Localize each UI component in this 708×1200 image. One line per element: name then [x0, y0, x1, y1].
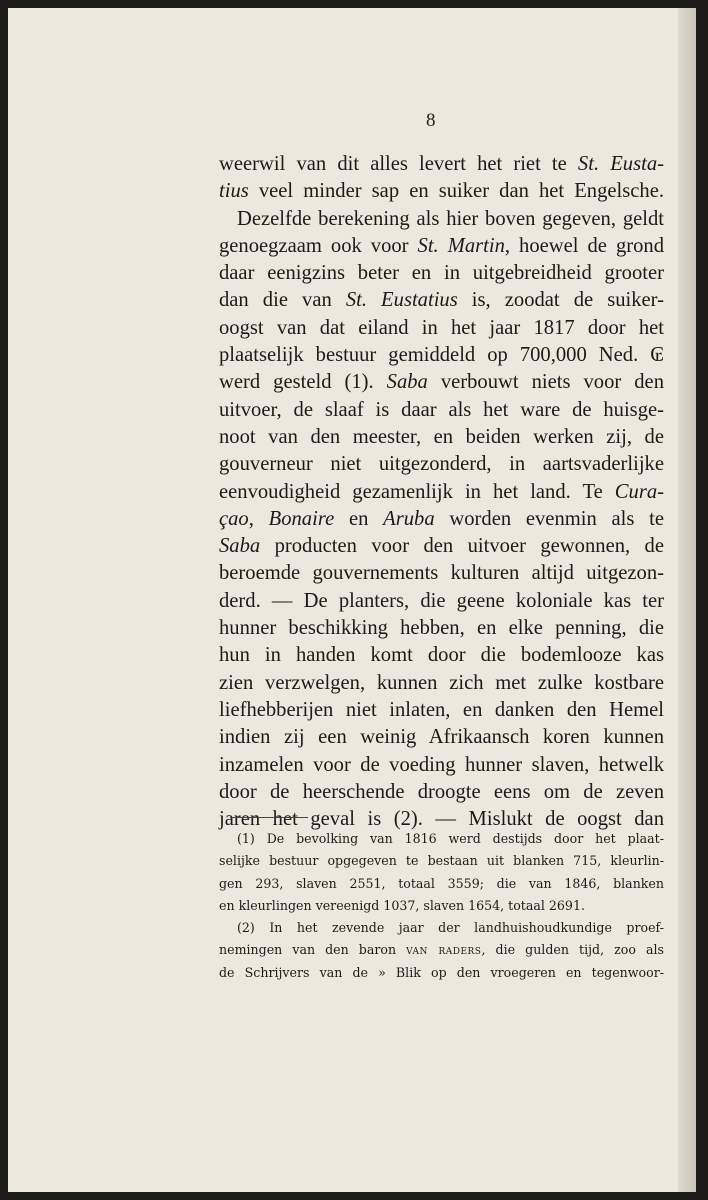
text-run: verbouwt niets voor den — [427, 371, 664, 394]
body-line — [219, 397, 664, 424]
body-line — [219, 479, 664, 506]
footnote-line — [219, 895, 664, 917]
body-line — [219, 233, 664, 260]
page-gutter-shadow — [678, 8, 696, 1192]
footnote-line — [219, 850, 664, 872]
text-run: weerwil van dit alles levert het riet te — [219, 153, 578, 175]
text-run: selijke bestuur opgegeven te bestaan uit blanken 715, kleurlin- — [219, 853, 664, 869]
body-line — [219, 451, 664, 478]
italic-text: Aruba — [383, 507, 435, 530]
text-run: , die gulden tijd, zoo als — [481, 942, 664, 958]
text-run: werd gesteld (1). — [219, 371, 387, 394]
small-caps-text: van raders — [406, 942, 482, 958]
body-line — [219, 315, 664, 342]
body-line — [219, 533, 664, 560]
body-line — [219, 724, 664, 751]
text-run: , — [248, 507, 269, 530]
italic-text: tius — [219, 180, 249, 203]
footnote-line — [219, 939, 664, 961]
text-run: hun in handen komt door die bodemlooze kas — [219, 644, 664, 667]
text-run: producten voor den uitvoer gewonnen, de — [260, 535, 664, 558]
body-line — [219, 369, 664, 396]
text-run: door de heerschende droogte eens om de zeven — [219, 780, 664, 803]
text-run: eenvoudigheid gezamenlijk in het land. Te — [219, 480, 615, 503]
text-run: noot van den meester, en beiden werken zij, de — [219, 425, 664, 448]
body-line — [219, 424, 664, 451]
italic-text: St. Eusta- — [577, 153, 664, 175]
text-run: zien verzwelgen, kunnen zich met zulke kostbare — [219, 671, 664, 694]
text-run: genoegzaam ook voor — [219, 234, 418, 257]
text-run: gouverneur niet uitgezonderd, in aartsvaderlijke — [219, 453, 664, 476]
page-number: 8 — [426, 110, 436, 131]
italic-text: Cura- — [614, 480, 664, 503]
text-run: worden evenmin als te — [434, 507, 664, 530]
text-run: nemingen van den baron — [219, 942, 407, 958]
footnote-separator — [230, 817, 308, 818]
text-run: is, zoodat de suiker- — [457, 289, 664, 312]
body-line — [219, 752, 664, 779]
book-page — [8, 8, 696, 1192]
text-run: beroemde gouvernements kulturen altijd uitgezon- — [219, 562, 664, 585]
italic-text: St. Martin — [417, 234, 505, 257]
footnote-line — [219, 873, 664, 895]
body-line — [219, 287, 664, 314]
italic-text: Bonaire — [268, 507, 335, 530]
text-run: Dezelfde berekening als hier boven gegeven, geldt — [237, 207, 664, 230]
body-line — [219, 260, 664, 287]
italic-text: St. Eustatius — [345, 289, 458, 312]
body-line — [219, 151, 664, 178]
text-run: inzamelen voor de voeding hunner slaven, hetwelk — [219, 753, 664, 776]
body-text — [219, 151, 664, 833]
text-run: veel minder sap en suiker dan het Engelsche. — [248, 180, 664, 203]
body-line — [219, 588, 664, 615]
text-run: derd. — De planters, die geene koloniale kas ter — [219, 589, 664, 612]
body-line — [219, 615, 664, 642]
text-run: (1) De bevolking van 1816 werd destijds door het plaat- — [237, 831, 664, 846]
text-run: indien zij een weinig Afrikaansch koren kunnen — [219, 726, 664, 749]
footnote-line — [219, 828, 664, 850]
italic-text: Saba — [386, 371, 428, 394]
text-run: oogst van dat eiland in het jaar 1817 door het — [219, 316, 664, 339]
footnote-line — [219, 917, 664, 939]
text-run: hunner beschikking hebben, en elke penning, die — [219, 617, 664, 640]
text-run: en kleurlingen vereenigd 1037, slaven 1654, totaal 2691. — [219, 897, 585, 913]
text-run: daar eenigzins beter en in uitgebreidheid grooter — [219, 262, 664, 285]
text-run: jaren het geval is (2). — Mislukt de oogst dan — [219, 808, 664, 831]
text-run: dan die van — [219, 289, 346, 312]
footnotes — [219, 828, 664, 984]
body-line — [219, 560, 664, 587]
body-line — [219, 779, 664, 806]
footnote-line — [219, 962, 664, 984]
body-line — [219, 178, 664, 205]
italic-text: çao — [219, 507, 249, 530]
body-line — [219, 642, 664, 669]
text-run: uitvoer, de slaaf is daar als het ware de huisge- — [219, 398, 664, 421]
text-run: (2) In het zevende jaar der landhuishoudkundige proef- — [237, 920, 664, 936]
body-line — [219, 670, 664, 697]
italic-text: Saba — [219, 535, 261, 558]
body-line — [219, 697, 664, 724]
body-line — [219, 506, 664, 533]
text-run: plaatselijk bestuur gemiddeld op 700,000 Ned. ₢ — [219, 344, 664, 367]
text-run: gen 293, slaven 2551, totaal 3559; die van 1846, blanken — [219, 875, 664, 891]
text-run: de Schrijvers van de » Blik op den vroegeren en tegenwoor- — [219, 964, 664, 980]
body-line — [219, 342, 664, 369]
body-line — [219, 206, 664, 233]
text-run: en — [334, 507, 384, 530]
text-run: , hoewel de grond — [504, 234, 664, 257]
text-run: liefhebberijen niet inlaten, en danken den Hemel — [219, 698, 664, 721]
